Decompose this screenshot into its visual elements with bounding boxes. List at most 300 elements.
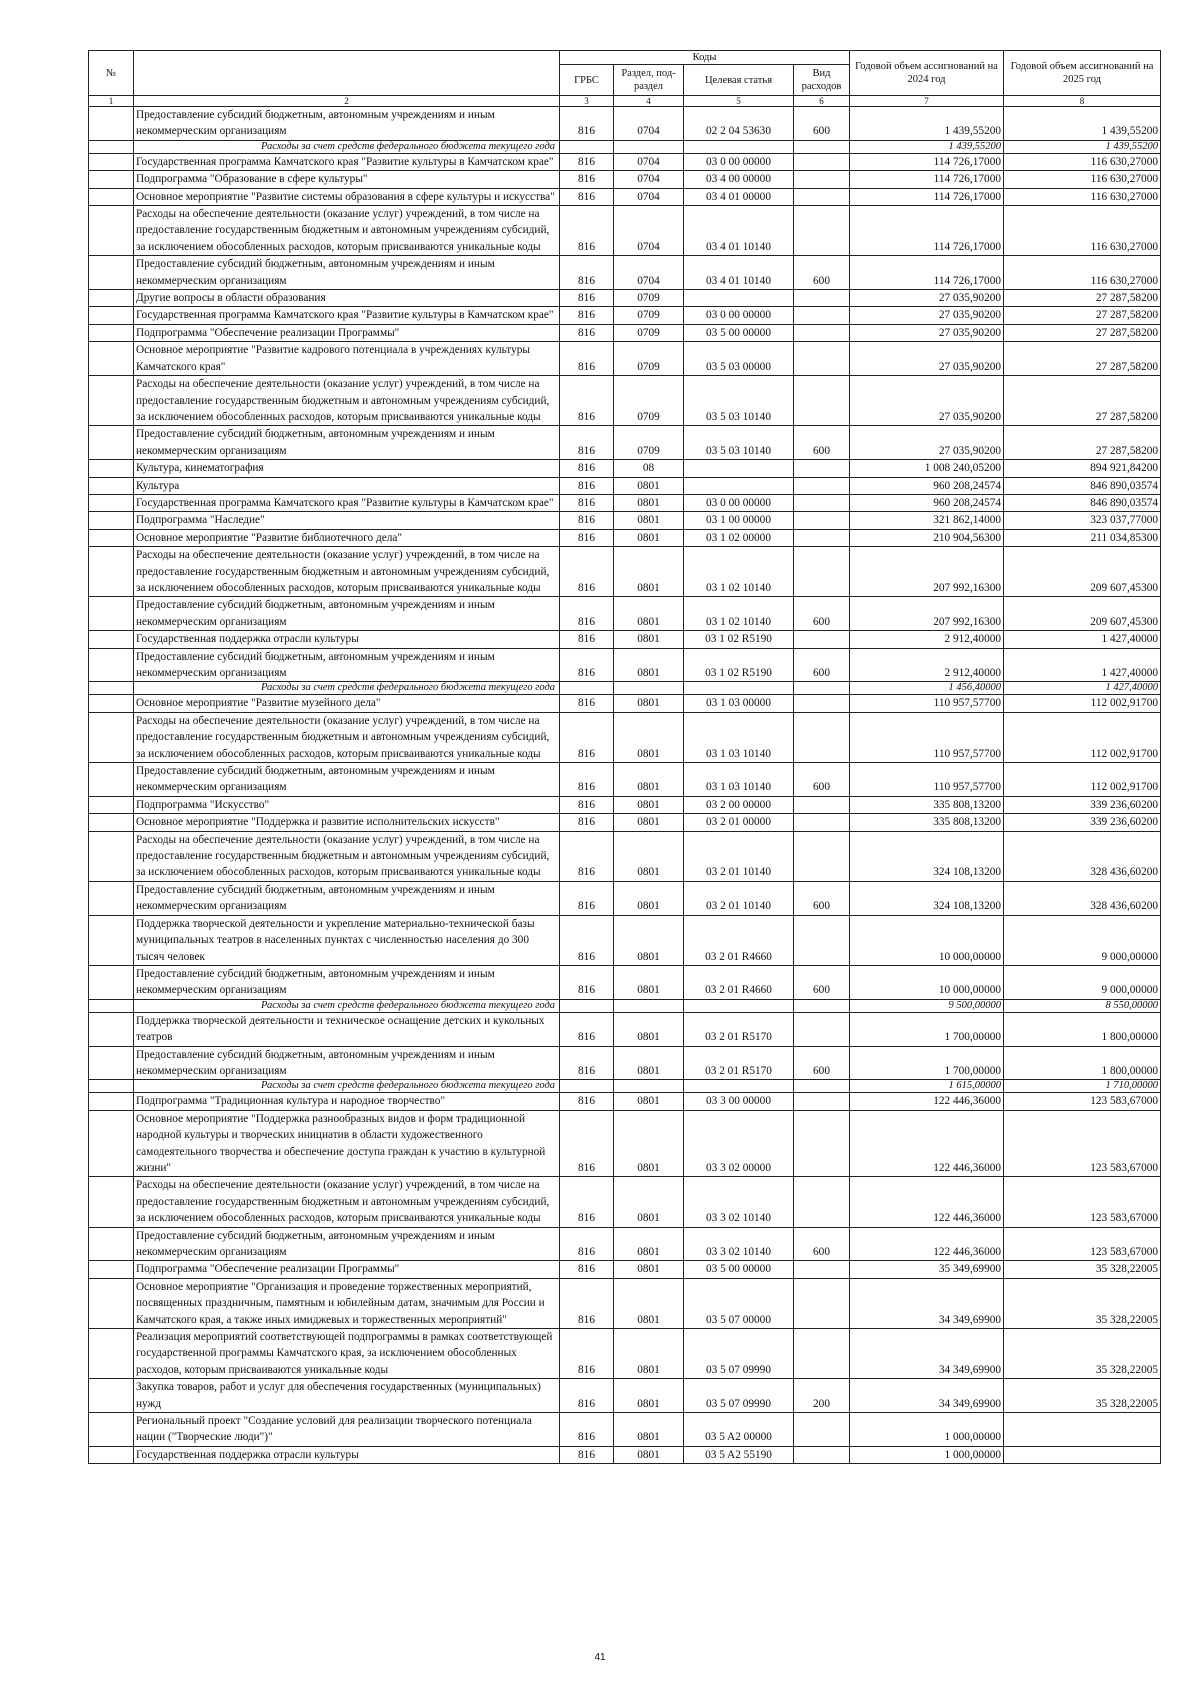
cell-2025 — [1004, 1413, 1161, 1447]
cell-target: 03 5 03 00000 — [684, 342, 794, 376]
cell-number — [89, 324, 134, 341]
cell-2025: 123 583,67000 — [1004, 1227, 1161, 1261]
cell-2025: 27 287,58200 — [1004, 426, 1161, 460]
cell-2024: 335 808,13200 — [850, 814, 1004, 831]
cell-kind: 600 — [794, 107, 850, 141]
cell-2025: 1 427,40000 — [1004, 682, 1161, 695]
cell-2024: 34 349,69900 — [850, 1329, 1004, 1379]
cell-2025: 35 328,22005 — [1004, 1329, 1161, 1379]
table-row — [89, 814, 1161, 831]
cell-section: 0801 — [614, 512, 684, 529]
table-row — [89, 915, 1161, 965]
cell-number — [89, 1046, 134, 1080]
cell-number — [89, 460, 134, 477]
table-row — [89, 695, 1161, 712]
cell-grbs: 816 — [560, 171, 614, 188]
cell-number — [89, 712, 134, 762]
cell-target: 03 2 01 R4660 — [684, 915, 794, 965]
cell-section: 0801 — [614, 1177, 684, 1227]
table-row — [89, 1093, 1161, 1110]
table-row — [89, 648, 1161, 682]
cell-number — [89, 1227, 134, 1261]
cell-name: Государственная поддержка отрасли культуры — [134, 1446, 560, 1463]
federal-budget-row — [89, 682, 1161, 695]
cell-grbs — [560, 682, 614, 695]
cell-2025: 123 583,67000 — [1004, 1093, 1161, 1110]
cell-2025: 846 890,03574 — [1004, 477, 1161, 494]
header-grbs: ГРБС — [560, 65, 614, 96]
table-row — [89, 597, 1161, 631]
cell-kind — [794, 494, 850, 511]
cell-number — [89, 1110, 134, 1177]
cell-name: Поддержка творческой деятельности и техническое оснащение детских и кукольных театров — [134, 1012, 560, 1046]
cell-grbs: 816 — [560, 342, 614, 376]
cell-target: 03 5 07 00000 — [684, 1278, 794, 1328]
col-number-3: 3 — [560, 96, 614, 107]
cell-target: 03 5 03 10140 — [684, 426, 794, 460]
cell-target: 03 5 07 09990 — [684, 1379, 794, 1413]
table-row — [89, 1227, 1161, 1261]
cell-kind — [794, 307, 850, 324]
cell-target: 03 3 02 10140 — [684, 1177, 794, 1227]
table-row — [89, 171, 1161, 188]
cell-number — [89, 814, 134, 831]
cell-kind: 200 — [794, 1379, 850, 1413]
cell-2024: 10 000,00000 — [850, 915, 1004, 965]
cell-name: Культура — [134, 477, 560, 494]
cell-2024: 122 446,36000 — [850, 1227, 1004, 1261]
cell-kind — [794, 1261, 850, 1278]
cell-target: 03 0 00 00000 — [684, 494, 794, 511]
header-section: Раздел, под-раздел — [614, 65, 684, 96]
cell-target: 03 5 03 10140 — [684, 376, 794, 426]
cell-grbs: 816 — [560, 1012, 614, 1046]
cell-grbs: 816 — [560, 460, 614, 477]
cell-number — [89, 153, 134, 170]
cell-2024: 1 615,00000 — [850, 1080, 1004, 1093]
table-row — [89, 881, 1161, 915]
cell-kind — [794, 342, 850, 376]
cell-section: 0801 — [614, 763, 684, 797]
cell-2024: 27 035,90200 — [850, 342, 1004, 376]
table-row — [89, 494, 1161, 511]
cell-target: 03 4 01 10140 — [684, 256, 794, 290]
cell-2025: 1 439,55200 — [1004, 140, 1161, 153]
cell-grbs: 816 — [560, 1446, 614, 1463]
cell-2024: 27 035,90200 — [850, 307, 1004, 324]
cell-2024: 324 108,13200 — [850, 881, 1004, 915]
cell-section — [614, 682, 684, 695]
cell-target: 02 2 04 53630 — [684, 107, 794, 141]
cell-number — [89, 477, 134, 494]
cell-number — [89, 1080, 134, 1093]
cell-kind: 600 — [794, 965, 850, 999]
cell-grbs: 816 — [560, 648, 614, 682]
cell-kind: 600 — [794, 597, 850, 631]
cell-grbs: 816 — [560, 1046, 614, 1080]
table-body — [89, 107, 1161, 1464]
col-number-2: 2 — [134, 96, 560, 107]
cell-kind — [794, 712, 850, 762]
cell-2024: 10 000,00000 — [850, 965, 1004, 999]
cell-name: Расходы за счет средств федерального бюджета текущего года — [134, 682, 560, 695]
cell-kind — [794, 1012, 850, 1046]
cell-2025: 1 800,00000 — [1004, 1046, 1161, 1080]
table-row — [89, 1012, 1161, 1046]
cell-grbs: 816 — [560, 965, 614, 999]
cell-grbs: 816 — [560, 695, 614, 712]
cell-2025: 35 328,22005 — [1004, 1261, 1161, 1278]
cell-2024: 1 008 240,05200 — [850, 460, 1004, 477]
cell-number — [89, 290, 134, 307]
col-number-8: 8 — [1004, 96, 1161, 107]
cell-2025: 116 630,27000 — [1004, 188, 1161, 205]
cell-2025: 894 921,84200 — [1004, 460, 1161, 477]
cell-2024: 114 726,17000 — [850, 171, 1004, 188]
cell-grbs: 816 — [560, 206, 614, 256]
cell-number — [89, 256, 134, 290]
table-row — [89, 1379, 1161, 1413]
cell-grbs: 816 — [560, 1177, 614, 1227]
cell-kind — [794, 831, 850, 881]
cell-target: 03 3 02 00000 — [684, 1110, 794, 1177]
federal-budget-row — [89, 1080, 1161, 1093]
cell-2025: 27 287,58200 — [1004, 342, 1161, 376]
cell-number — [89, 999, 134, 1012]
table-row — [89, 763, 1161, 797]
cell-section: 0801 — [614, 965, 684, 999]
cell-number — [89, 915, 134, 965]
table-row — [89, 460, 1161, 477]
cell-target — [684, 477, 794, 494]
cell-name: Основное мероприятие "Развитие системы образования в сфере культуры и искусства" — [134, 188, 560, 205]
table-row — [89, 796, 1161, 813]
cell-name: Региональный проект "Создание условий для реализации творческого потенциала нации ("Творческие люди")" — [134, 1413, 560, 1447]
table-row — [89, 376, 1161, 426]
cell-grbs: 816 — [560, 1329, 614, 1379]
cell-2025: 328 436,60200 — [1004, 831, 1161, 881]
cell-target: 03 4 01 10140 — [684, 206, 794, 256]
federal-budget-row — [89, 999, 1161, 1012]
cell-name: Подпрограмма "Искусство" — [134, 796, 560, 813]
cell-grbs — [560, 140, 614, 153]
table-row — [89, 256, 1161, 290]
header-codes: Коды — [560, 51, 850, 65]
cell-target: 03 1 02 R5190 — [684, 648, 794, 682]
cell-section: 0801 — [614, 814, 684, 831]
cell-target: 03 1 02 00000 — [684, 529, 794, 546]
cell-2024: 1 000,00000 — [850, 1413, 1004, 1447]
cell-grbs: 816 — [560, 631, 614, 648]
cell-2024: 960 208,24574 — [850, 477, 1004, 494]
col-number-5: 5 — [684, 96, 794, 107]
cell-2025: 339 236,60200 — [1004, 814, 1161, 831]
cell-target — [684, 460, 794, 477]
cell-2024: 324 108,13200 — [850, 831, 1004, 881]
cell-2025: 1 427,40000 — [1004, 631, 1161, 648]
cell-section: 0801 — [614, 796, 684, 813]
table-row — [89, 307, 1161, 324]
cell-name: Реализация мероприятий соответствующей подпрограммы в рамках соответствующей государственной программы Камчатского края, за исключением обособленных расходов, которым присваиваются уникальные коды — [134, 1329, 560, 1379]
cell-target: 03 5 07 09990 — [684, 1329, 794, 1379]
cell-section: 0801 — [614, 597, 684, 631]
cell-kind — [794, 682, 850, 695]
cell-target: 03 5 A2 55190 — [684, 1446, 794, 1463]
cell-2024: 2 912,40000 — [850, 631, 1004, 648]
cell-kind: 600 — [794, 881, 850, 915]
cell-kind — [794, 460, 850, 477]
header-2024: Годовой объем ассигнований на 2024 год — [850, 51, 1004, 96]
table-header — [89, 51, 1161, 107]
cell-name: Подпрограмма "Образование в сфере культуры" — [134, 171, 560, 188]
page-number: 41 — [594, 1652, 606, 1663]
cell-grbs: 816 — [560, 290, 614, 307]
cell-target: 03 1 03 10140 — [684, 712, 794, 762]
cell-target: 03 2 01 R4660 — [684, 965, 794, 999]
cell-grbs: 816 — [560, 1093, 614, 1110]
cell-section: 0801 — [614, 529, 684, 546]
cell-target — [684, 682, 794, 695]
cell-target: 03 1 03 10140 — [684, 763, 794, 797]
cell-name: Подпрограмма "Обеспечение реализации Программы" — [134, 1261, 560, 1278]
cell-2024: 114 726,17000 — [850, 153, 1004, 170]
cell-kind: 600 — [794, 426, 850, 460]
table-row — [89, 290, 1161, 307]
cell-section: 0801 — [614, 1446, 684, 1463]
cell-kind — [794, 290, 850, 307]
cell-name: Расходы за счет средств федерального бюджета текущего года — [134, 140, 560, 153]
cell-section: 0709 — [614, 290, 684, 307]
cell-grbs: 816 — [560, 915, 614, 965]
cell-name: Расходы на обеспечение деятельности (оказание услуг) учреждений, в том числе на предоставление государственным бюджетным и автономным учреждениям субсидий, за исключением обособленных расходов, которым присваиваются уникальные коды — [134, 547, 560, 597]
header-target: Целевая статья — [684, 65, 794, 96]
table-row — [89, 107, 1161, 141]
table-row — [89, 342, 1161, 376]
cell-section: 0801 — [614, 1227, 684, 1261]
cell-name: Основное мероприятие "Поддержка и развитие исполнительских искусств" — [134, 814, 560, 831]
cell-name: Поддержка творческой деятельности и укрепление материально-технической базы муниципальных театров в населенных пунктах с численностью населения до 300 тысяч человек — [134, 915, 560, 965]
cell-kind — [794, 547, 850, 597]
col-number-4: 4 — [614, 96, 684, 107]
cell-number — [89, 512, 134, 529]
cell-2024: 34 349,69900 — [850, 1379, 1004, 1413]
cell-2024: 27 035,90200 — [850, 290, 1004, 307]
cell-target: 03 5 00 00000 — [684, 1261, 794, 1278]
cell-grbs: 816 — [560, 814, 614, 831]
cell-number — [89, 796, 134, 813]
cell-target — [684, 290, 794, 307]
cell-2025: 112 002,91700 — [1004, 763, 1161, 797]
cell-name: Подпрограмма "Традиционная культура и народное творчество" — [134, 1093, 560, 1110]
cell-2024: 122 446,36000 — [850, 1110, 1004, 1177]
cell-grbs: 816 — [560, 1110, 614, 1177]
cell-kind — [794, 324, 850, 341]
cell-kind: 600 — [794, 1046, 850, 1080]
cell-kind — [794, 695, 850, 712]
cell-2025: 123 583,67000 — [1004, 1177, 1161, 1227]
cell-grbs: 816 — [560, 512, 614, 529]
cell-grbs: 816 — [560, 597, 614, 631]
cell-2025: 27 287,58200 — [1004, 290, 1161, 307]
cell-name: Расходы на обеспечение деятельности (оказание услуг) учреждений, в том числе на предоставление государственным бюджетным и автономным учреждениям субсидий, за исключением обособленных расходов, которым присваиваются уникальные коды — [134, 712, 560, 762]
cell-2025: 8 550,00000 — [1004, 999, 1161, 1012]
cell-name: Предоставление субсидий бюджетным, автономным учреждениям и иным некоммерческим организациям — [134, 881, 560, 915]
table-row — [89, 1110, 1161, 1177]
cell-target — [684, 999, 794, 1012]
cell-2024: 114 726,17000 — [850, 256, 1004, 290]
cell-grbs: 816 — [560, 529, 614, 546]
cell-2024: 34 349,69900 — [850, 1278, 1004, 1328]
cell-2024: 210 904,56300 — [850, 529, 1004, 546]
cell-section: 0704 — [614, 206, 684, 256]
cell-section: 0801 — [614, 1379, 684, 1413]
cell-target: 03 2 01 10140 — [684, 831, 794, 881]
table-row — [89, 1329, 1161, 1379]
cell-number — [89, 965, 134, 999]
cell-2024: 110 957,57700 — [850, 695, 1004, 712]
cell-section: 0801 — [614, 1012, 684, 1046]
table-row — [89, 188, 1161, 205]
cell-target — [684, 1080, 794, 1093]
cell-section: 0801 — [614, 712, 684, 762]
cell-name: Предоставление субсидий бюджетным, автономным учреждениям и иным некоммерческим организациям — [134, 107, 560, 141]
cell-2024: 1 700,00000 — [850, 1046, 1004, 1080]
table-row — [89, 1177, 1161, 1227]
cell-grbs: 816 — [560, 426, 614, 460]
cell-grbs: 816 — [560, 376, 614, 426]
cell-number — [89, 307, 134, 324]
cell-target: 03 1 00 00000 — [684, 512, 794, 529]
cell-section: 0704 — [614, 256, 684, 290]
cell-target: 03 2 01 00000 — [684, 814, 794, 831]
cell-2025: 9 000,00000 — [1004, 965, 1161, 999]
cell-section: 0801 — [614, 1278, 684, 1328]
cell-section: 0801 — [614, 1093, 684, 1110]
cell-name: Государственная программа Камчатского края "Развитие культуры в Камчатском крае" — [134, 307, 560, 324]
cell-kind — [794, 1413, 850, 1447]
table-row — [89, 477, 1161, 494]
federal-budget-row — [89, 140, 1161, 153]
cell-2025: 27 287,58200 — [1004, 324, 1161, 341]
cell-number — [89, 695, 134, 712]
table-row — [89, 1278, 1161, 1328]
cell-name: Государственная программа Камчатского края "Развитие культуры в Камчатском крае" — [134, 494, 560, 511]
cell-kind — [794, 814, 850, 831]
cell-number — [89, 171, 134, 188]
header-number: № — [89, 51, 134, 96]
cell-2024: 122 446,36000 — [850, 1177, 1004, 1227]
cell-section: 0801 — [614, 1261, 684, 1278]
cell-name: Предоставление субсидий бюджетным, автономным учреждениям и иным некоммерческим организациям — [134, 1227, 560, 1261]
cell-name: Основное мероприятие "Развитие кадрового потенциала в учреждениях культуры Камчатского края" — [134, 342, 560, 376]
cell-section — [614, 999, 684, 1012]
cell-name: Предоставление субсидий бюджетным, автономным учреждениям и иным некоммерческим организациям — [134, 763, 560, 797]
cell-kind — [794, 512, 850, 529]
cell-kind — [794, 631, 850, 648]
cell-2025: 35 328,22005 — [1004, 1379, 1161, 1413]
cell-grbs: 816 — [560, 1278, 614, 1328]
cell-section: 0709 — [614, 324, 684, 341]
cell-2025: 323 037,77000 — [1004, 512, 1161, 529]
cell-number — [89, 1177, 134, 1227]
cell-section: 0709 — [614, 376, 684, 426]
cell-grbs: 816 — [560, 1413, 614, 1447]
cell-2025: 209 607,45300 — [1004, 597, 1161, 631]
cell-target: 03 2 01 R5170 — [684, 1012, 794, 1046]
cell-2024: 122 446,36000 — [850, 1093, 1004, 1110]
cell-number — [89, 1261, 134, 1278]
cell-number — [89, 494, 134, 511]
cell-2024: 9 500,00000 — [850, 999, 1004, 1012]
cell-name: Предоставление субсидий бюджетным, автономным учреждениям и иным некоммерческим организациям — [134, 597, 560, 631]
cell-2024: 110 957,57700 — [850, 763, 1004, 797]
cell-target: 03 1 02 R5190 — [684, 631, 794, 648]
cell-kind — [794, 140, 850, 153]
cell-number — [89, 831, 134, 881]
cell-2025: 9 000,00000 — [1004, 915, 1161, 965]
cell-section: 0801 — [614, 631, 684, 648]
cell-grbs: 816 — [560, 1379, 614, 1413]
cell-2025: 846 890,03574 — [1004, 494, 1161, 511]
table-row — [89, 512, 1161, 529]
cell-number — [89, 1093, 134, 1110]
cell-name: Государственная поддержка отрасли культуры — [134, 631, 560, 648]
cell-kind — [794, 1110, 850, 1177]
cell-name: Закупка товаров, работ и услуг для обеспечения государственных (муниципальных) нужд — [134, 1379, 560, 1413]
cell-section: 0704 — [614, 153, 684, 170]
cell-target: 03 5 A2 00000 — [684, 1413, 794, 1447]
header-kind: Вид расходов — [794, 65, 850, 96]
cell-section: 08 — [614, 460, 684, 477]
cell-2024: 1 700,00000 — [850, 1012, 1004, 1046]
cell-kind — [794, 1446, 850, 1463]
cell-grbs: 816 — [560, 831, 614, 881]
cell-kind — [794, 796, 850, 813]
cell-number — [89, 1446, 134, 1463]
cell-section: 0704 — [614, 188, 684, 205]
cell-section: 0801 — [614, 831, 684, 881]
cell-kind: 600 — [794, 256, 850, 290]
cell-2025: 339 236,60200 — [1004, 796, 1161, 813]
cell-kind — [794, 206, 850, 256]
cell-2024: 2 912,40000 — [850, 648, 1004, 682]
cell-grbs: 816 — [560, 107, 614, 141]
cell-2024: 1 439,55200 — [850, 107, 1004, 141]
cell-target: 03 4 01 00000 — [684, 188, 794, 205]
cell-target: 03 2 01 10140 — [684, 881, 794, 915]
cell-name: Расходы на обеспечение деятельности (оказание услуг) учреждений, в том числе на предоставление государственным бюджетным и автономным учреждениям субсидий, за исключением обособленных расходов, которым присваиваются уникальные коды — [134, 1177, 560, 1227]
cell-name: Другие вопросы в области образования — [134, 290, 560, 307]
cell-number — [89, 547, 134, 597]
table-row — [89, 631, 1161, 648]
cell-grbs: 816 — [560, 256, 614, 290]
cell-2025: 27 287,58200 — [1004, 307, 1161, 324]
cell-name: Основное мероприятие "Организация и проведение торжественных мероприятий, посвященных праздничным, памятным и юбилейным датам, значимым для России и Камчатского края, а также иных имиджевых и торжественных мероприятий" — [134, 1278, 560, 1328]
cell-2024: 1 000,00000 — [850, 1446, 1004, 1463]
cell-name: Основное мероприятие "Развитие музейного дела" — [134, 695, 560, 712]
cell-section: 0801 — [614, 1046, 684, 1080]
table-row — [89, 206, 1161, 256]
cell-number — [89, 1012, 134, 1046]
cell-section: 0801 — [614, 648, 684, 682]
cell-2025: 112 002,91700 — [1004, 712, 1161, 762]
table-row — [89, 529, 1161, 546]
cell-name: Расходы на обеспечение деятельности (оказание услуг) учреждений, в том числе на предоставление государственным бюджетным и автономным учреждениям субсидий, за исключением обособленных расходов, которым присваиваются уникальные коды — [134, 206, 560, 256]
table-row — [89, 153, 1161, 170]
table-row — [89, 965, 1161, 999]
cell-2025: 209 607,45300 — [1004, 547, 1161, 597]
col-number-1: 1 — [89, 96, 134, 107]
